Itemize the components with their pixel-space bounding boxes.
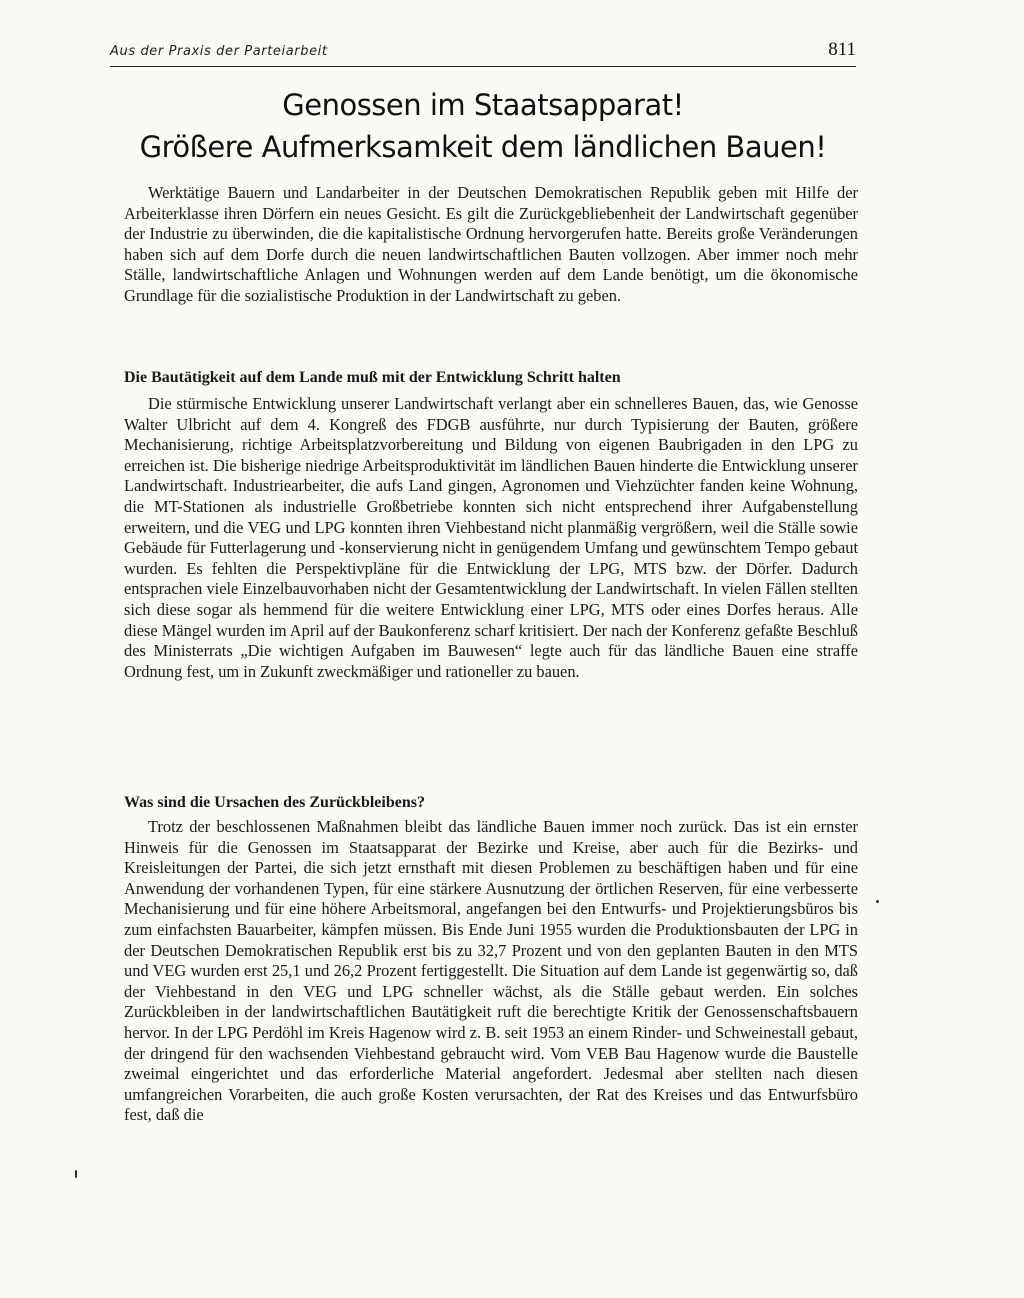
article-title [110, 84, 856, 168]
section-heading-1: Die Bautätigkeit auf dem Lande muß mit der Entwicklung Schritt halten [124, 369, 621, 386]
section-heading-2: Was sind die Ursachen des Zurückbleibens? [124, 794, 425, 811]
section-1-body [124, 394, 858, 682]
intro-paragraph [124, 183, 858, 307]
title-line-2: Größere Aufmerksamkeit dem ländlichen Bauen! [139, 130, 827, 164]
section-2-body [124, 817, 858, 1126]
running-head: Aus der Praxis der Parteiarbeit [110, 44, 328, 59]
title-line-1: Genossen im Staatsapparat! [282, 88, 684, 122]
section-2-text: Trotz der beschlossenen Maßnahmen bleibt das ländliche Bauen immer noch zurück. Das ist ein ernster Hinweis für die Genossen im Staatsapparat der Bezirke und Kreise, aber auch für die Bezirks- und Kreisleitungen der Partei, die sich jetzt ernsthaft mit diesen Problemen zu beschäftigen haben und für eine Anwendung der vorhandenen Typen, für eine stärkere Ausnutzung der örtlichen Reserven, für eine verbesserte Mechanisierung und für eine höhere Arbeitsmoral, angefangen bei den Entwurfs- und Projektierungsbüros bis zum einfachsten Bauarbeiter, kämpfen müssen. Bis Ende Juni 1955 wurden die Produktionsbauten der LPG in der Deutschen Demokratischen Republik erst bis zu 32,7 Prozent und von den geplanten Bauten in den MTS und VEG wurden erst 25,1 und 26,2 Prozent fertiggestellt. Die Situation auf dem Lande ist gegenwärtig so, daß der Viehbestand in den VEG und LPG schneller wächst, als die Ställe gebaut werden. Ein solches Zurückbleiben in der landwirtschaftlichen Bautätigkeit ruft die berechtigte Kritik der Genossenschaftsbauern hervor. In der LPG Perdöhl im Kreis Hagenow wird z. B. seit 1953 an einem Rinder- und Schweinestall gebaut, der dringend für den wachsenden Viehbestand gebraucht wird. Vom VEB Bau Hagenow wurde die Baustelle zweimal eingerichtet und das erforderliche Material angefordert. Jedesmal aber stellten nach diesen umfangreichen Vorarbeiten, die auch große Kosten verursachten, der Rat des Kreises und das Entwurfsbüro fest, daß die [124, 817, 858, 1125]
intro-text: Werktätige Bauern und Landarbeiter in der Deutschen Demokratischen Republik geben mit Hilfe der Arbeiterklasse ihren Dörfern ein neues Gesicht. Es gilt die Zurückgebliebenheit der Landwirtschaft gegenüber der Industrie zu überwinden, die die kapitalistische Ordnung hervorgerufen hatte. Bereits große Veränderungen haben sich auf dem Dorfe durch die neuen landwirtschaftlichen Bauten vollzogen. Aber immer noch mehr Ställe, landwirtschaftliche Anlagen und Wohnungen werden auf dem Lande benötigt, um die ökonomische Grundlage für die sozialistische Produktion in der Landwirtschaft zu geben. [124, 183, 858, 305]
page-number: 811 [828, 39, 856, 60]
section-1-text: Die stürmische Entwicklung unserer Landwirtschaft verlangt aber ein schnelleres Bauen, das, wie Genosse Walter Ulbricht auf dem 4. Kongreß des FDGB ausführte, nur durch Typisierung der Bauten, größere Mechanisierung, richtige Arbeitsplatzvorbereitung und Bildung von eigenen Baubrigaden in den LPG zu erreichen ist. Die bisherige niedrige Arbeitsproduktivität im ländlichen Bauen hinderte die Entwicklung unserer Landwirtschaft. Industriearbeiter, die aufs Land gingen, Agronomen und Viehzüchter fanden keine Wohnung, die MT-Stationen als industrielle Großbetriebe konnten sich nicht entsprechend ihrer Aufgabenstellung erweitern, und die VEG und LPG konnten ihren Viehbestand nicht planmäßig vergrößern, weil die Ställe sowie Gebäude für Futterlagerung und -konservierung nicht in genügendem Umfang und gewünschtem Tempo gebaut wurden. Es fehlten die Perspektivpläne für die Entwicklung der LPG, MTS bzw. der Dörfer. Dadurch entsprachen viele Einzelbauvorhaben nicht der Gesamtentwicklung der Landwirtschaft. In vielen Fällen stellten sich diese sogar als hemmend für die weitere Entwicklung einer LPG, MTS oder eines Dorfes heraus. Alle diese Mängel wurden im April auf der Baukonferenz scharf kritisiert. Der nach der Konferenz gefaßte Beschluß des Ministerrats „Die wichtigen Aufgaben im Bauwesen“ legte auch für das ländliche Bauen eine straffe Ordnung fest, um in Zukunft zweckmäßiger und rationeller zu bauen. [124, 394, 858, 681]
page-header [110, 38, 856, 67]
scan-speck [75, 1170, 77, 1178]
scan-speck [876, 900, 879, 903]
